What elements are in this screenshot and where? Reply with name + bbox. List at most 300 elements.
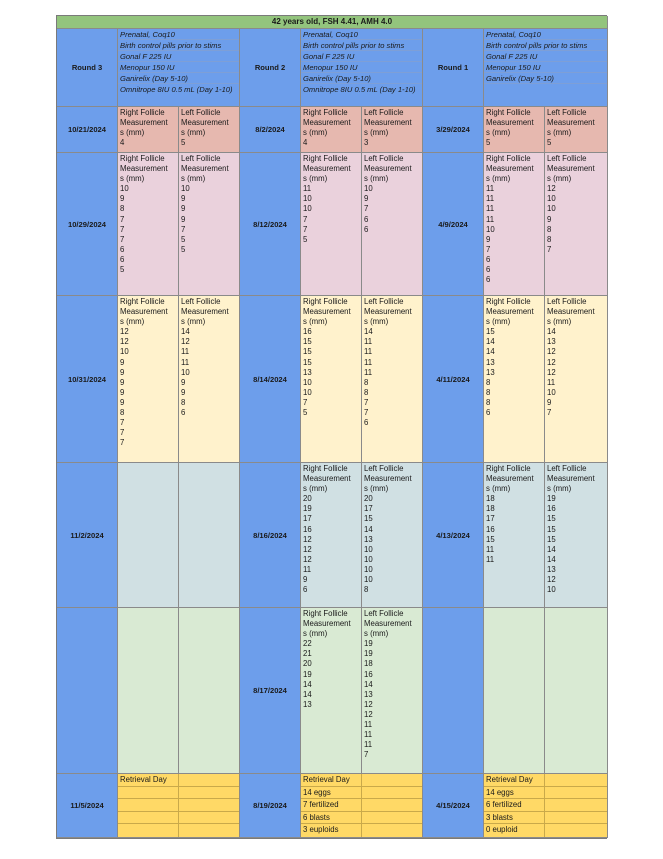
- follicle-measurement: 11: [486, 214, 495, 224]
- follicle-measurement: 8: [181, 397, 186, 407]
- medication-list: [301, 29, 423, 107]
- scan-date: [423, 608, 484, 774]
- measurement-header: Right Follicle: [303, 108, 348, 117]
- measurement-header: s (mm): [486, 128, 511, 138]
- follicle-measurement: 17: [486, 514, 495, 524]
- measurement-header: Measurement: [364, 307, 412, 317]
- measurement-header: Right Follicle: [120, 108, 165, 117]
- follicle-measurement: 10: [303, 194, 312, 204]
- medication-line: Gonal F 225 IU: [301, 51, 422, 62]
- right-follicle-cell: [484, 107, 545, 153]
- medication-line: Birth control pills prior to stims: [301, 40, 422, 51]
- medication-line: Menopur 150 IU: [484, 62, 607, 73]
- measurement-header: Measurement: [303, 474, 351, 484]
- measurement-header: Left Follicle: [181, 108, 221, 117]
- follicle-measurement: 9: [120, 194, 125, 204]
- measurement-header: Measurement: [486, 307, 534, 317]
- measurement-header: s (mm): [547, 317, 572, 327]
- follicle-measurement: 14: [547, 544, 556, 554]
- follicle-measurement: 15: [547, 534, 556, 544]
- follicle-measurement: 8: [364, 377, 369, 387]
- retrieval-line: 6 blasts: [301, 812, 422, 825]
- follicle-measurement: 8: [547, 224, 552, 234]
- left-follicle-cell: [362, 153, 423, 296]
- left-follicle-cell: [545, 153, 608, 296]
- follicle-measurement: 8: [364, 387, 369, 397]
- follicle-measurement: 5: [120, 265, 125, 275]
- medication-line: Menopur 150 IU: [118, 62, 239, 73]
- follicle-measurement: 12: [364, 709, 373, 719]
- measurement-header: Left Follicle: [547, 108, 587, 117]
- measurement-header: Right Follicle: [303, 154, 348, 163]
- follicle-measurement: 11: [364, 347, 373, 357]
- left-follicle-cell: [362, 463, 423, 608]
- follicle-measurement: 12: [547, 184, 556, 194]
- measurement-header: Right Follicle: [486, 297, 531, 306]
- follicle-measurement: 7: [547, 244, 552, 254]
- left-follicle-cell: [362, 608, 423, 774]
- follicle-measurement: 14: [181, 327, 190, 337]
- follicle-measurement: 13: [364, 534, 373, 544]
- follicle-measurement: 11: [364, 367, 373, 377]
- measurement-header: Right Follicle: [120, 154, 165, 163]
- measurement-header: Measurement: [364, 164, 412, 174]
- follicle-measurement: 17: [364, 504, 373, 514]
- measurement-header: Measurement: [303, 619, 351, 629]
- retrieval-line: 3 blasts: [484, 812, 607, 825]
- scan-date: 8/2/2024: [240, 107, 301, 153]
- follicle-measurement: 16: [547, 504, 556, 514]
- follicle-measurement: 12: [547, 347, 556, 357]
- follicle-measurement: 11: [181, 357, 190, 367]
- follicle-measurement: 9: [547, 214, 552, 224]
- measurement-header: s (mm): [303, 317, 328, 327]
- right-follicle-cell: [484, 153, 545, 296]
- follicle-measurement: 19: [303, 669, 312, 679]
- follicle-measurement: 7: [120, 418, 125, 428]
- scan-date: 10/31/2024: [57, 296, 118, 463]
- measurement-header: s (mm): [364, 317, 389, 327]
- follicle-measurement: 20: [303, 659, 312, 669]
- follicle-measurement: 11: [364, 337, 373, 347]
- follicle-measurement: 11: [303, 564, 312, 574]
- left-follicle-cell: [545, 608, 608, 774]
- table-title: 42 years old, FSH 4.41, AMH 4.0: [57, 16, 608, 29]
- follicle-measurement: 19: [364, 639, 373, 649]
- medication-list: [118, 29, 240, 107]
- measurement-header: Measurement: [181, 118, 229, 128]
- follicle-measurement: 11: [364, 357, 373, 367]
- follicle-measurement: 9: [181, 194, 186, 204]
- measurement-header: Left Follicle: [547, 154, 587, 163]
- follicle-measurement: 20: [303, 494, 312, 504]
- retrieval-date: 8/19/2024: [240, 774, 301, 838]
- follicle-measurement: 7: [120, 224, 125, 234]
- measurement-header: Right Follicle: [486, 154, 531, 163]
- follicle-measurement: 10: [364, 554, 373, 564]
- scan-date: 4/13/2024: [423, 463, 484, 608]
- follicle-measurement: 12: [303, 554, 312, 564]
- follicle-measurement: 11: [486, 204, 495, 214]
- ivf-rounds-table: [56, 15, 607, 839]
- retrieval-line: [118, 799, 239, 812]
- follicle-measurement: 5: [181, 234, 186, 244]
- follicle-measurement: 10: [303, 377, 312, 387]
- follicle-measurement: 9: [120, 387, 125, 397]
- retrieval-line: Retrieval Day: [301, 774, 422, 787]
- follicle-measurement: 10: [364, 564, 373, 574]
- measurement-header: Left Follicle: [547, 464, 587, 473]
- follicle-measurement: 12: [547, 367, 556, 377]
- right-follicle-cell: [301, 463, 362, 608]
- retrieval-line: 14 eggs: [301, 787, 422, 800]
- follicle-measurement: 8: [120, 408, 125, 418]
- follicle-measurement: 19: [364, 649, 373, 659]
- measurement-header: s (mm): [364, 128, 389, 138]
- measurement-header: s (mm): [303, 629, 328, 639]
- follicle-measurement: 19: [303, 504, 312, 514]
- follicle-measurement: 15: [547, 514, 556, 524]
- scan-date: 3/29/2024: [423, 107, 484, 153]
- follicle-measurement: 10: [364, 184, 373, 194]
- follicle-measurement: 13: [364, 689, 373, 699]
- follicle-measurement: 8: [120, 204, 125, 214]
- medication-line: Birth control pills prior to stims: [118, 40, 239, 51]
- measurement-header: Measurement: [303, 118, 351, 128]
- follicle-measurement: 13: [547, 564, 556, 574]
- follicle-measurement: 13: [486, 367, 495, 377]
- measurement-header: Measurement: [547, 474, 595, 484]
- follicle-measurement: 6: [486, 275, 491, 285]
- measurement-header: Right Follicle: [486, 464, 531, 473]
- follicle-measurement: 11: [486, 184, 495, 194]
- follicle-measurement: 16: [364, 669, 373, 679]
- right-follicle-cell: [301, 107, 362, 153]
- measurement-header: Measurement: [364, 118, 412, 128]
- follicle-measurement: 7: [364, 408, 369, 418]
- retrieval-line: Retrieval Day: [484, 774, 607, 787]
- follicle-measurement: 18: [486, 494, 495, 504]
- scan-date: 4/11/2024: [423, 296, 484, 463]
- follicle-measurement: 9: [120, 377, 125, 387]
- measurement-header: s (mm): [364, 174, 389, 184]
- follicle-measurement: 12: [303, 544, 312, 554]
- left-follicle-cell: [179, 296, 240, 463]
- measurement-header: s (mm): [364, 629, 389, 639]
- follicle-measurement: 9: [547, 397, 552, 407]
- left-follicle-cell: [545, 296, 608, 463]
- medication-line: Prenatal, Coq10: [484, 29, 607, 40]
- right-follicle-cell: [118, 296, 179, 463]
- scan-date: 8/14/2024: [240, 296, 301, 463]
- measurement-header: Measurement: [364, 619, 412, 629]
- follicle-measurement: 10: [303, 204, 312, 214]
- follicle-measurement: 3: [364, 138, 369, 148]
- measurement-header: Left Follicle: [547, 297, 587, 306]
- follicle-measurement: 6: [181, 408, 186, 418]
- left-follicle-cell: [179, 107, 240, 153]
- measurement-header: s (mm): [120, 128, 145, 138]
- follicle-measurement: 15: [303, 337, 312, 347]
- scan-date: 4/9/2024: [423, 153, 484, 296]
- medication-line: Gonal F 225 IU: [118, 51, 239, 62]
- measurement-header: Left Follicle: [364, 609, 404, 618]
- retrieval-line: [118, 812, 239, 825]
- left-follicle-cell: [179, 608, 240, 774]
- follicle-measurement: 7: [486, 244, 491, 254]
- follicle-measurement: 22: [303, 639, 312, 649]
- follicle-measurement: 14: [486, 337, 495, 347]
- follicle-measurement: 14: [547, 327, 556, 337]
- follicle-measurement: 10: [547, 585, 556, 595]
- follicle-measurement: 6: [303, 585, 308, 595]
- measurement-header: Right Follicle: [303, 297, 348, 306]
- follicle-measurement: 5: [181, 244, 186, 254]
- follicle-measurement: 17: [303, 514, 312, 524]
- follicle-measurement: 18: [486, 504, 495, 514]
- right-follicle-cell: [484, 608, 545, 774]
- measurement-header: s (mm): [486, 317, 511, 327]
- round-label: Round 1: [423, 29, 484, 107]
- follicle-measurement: 7: [120, 214, 125, 224]
- left-follicle-cell: [545, 463, 608, 608]
- retrieval-date: 11/5/2024: [57, 774, 118, 838]
- follicle-measurement: 15: [486, 534, 495, 544]
- follicle-measurement: 10: [303, 387, 312, 397]
- right-follicle-cell: [118, 153, 179, 296]
- measurement-header: s (mm): [181, 128, 206, 138]
- retrieval-line: [118, 824, 239, 837]
- retrieval-line: 3 euploids: [303, 825, 339, 835]
- medication-line: Ganirelix (Day 5-10): [301, 73, 422, 84]
- follicle-measurement: 9: [486, 234, 491, 244]
- measurement-header: Right Follicle: [303, 464, 348, 473]
- left-follicle-cell: [362, 296, 423, 463]
- follicle-measurement: 7: [120, 438, 125, 448]
- measurement-header: Measurement: [303, 307, 351, 317]
- follicle-measurement: 6: [486, 408, 491, 418]
- follicle-measurement: 14: [364, 524, 373, 534]
- follicle-measurement: 13: [547, 337, 556, 347]
- measurement-header: s (mm): [120, 174, 145, 184]
- follicle-measurement: 19: [547, 494, 556, 504]
- measurement-header: s (mm): [120, 317, 145, 327]
- follicle-measurement: 5: [303, 408, 308, 418]
- scan-date: 8/16/2024: [240, 463, 301, 608]
- medication-line: [484, 84, 607, 95]
- medication-line: Gonal F 225 IU: [484, 51, 607, 62]
- follicle-measurement: 13: [303, 367, 312, 377]
- left-follicle-cell: [179, 153, 240, 296]
- measurement-header: Measurement: [120, 307, 168, 317]
- follicle-measurement: 7: [364, 397, 369, 407]
- follicle-measurement: 7: [547, 408, 552, 418]
- medication-line: Ganirelix (Day 5-10): [484, 73, 607, 84]
- follicle-measurement: 7: [303, 397, 308, 407]
- right-follicle-cell: [301, 608, 362, 774]
- follicle-measurement: 9: [120, 397, 125, 407]
- measurement-header: s (mm): [303, 128, 328, 138]
- retrieval-line: 0 euploid: [486, 825, 518, 835]
- scan-date: 11/2/2024: [57, 463, 118, 608]
- measurement-header: Left Follicle: [364, 464, 404, 473]
- follicle-measurement: 16: [303, 327, 312, 337]
- medication-line: Omnitrope 8IU 0.5 mL (Day 1-10): [120, 85, 233, 95]
- follicle-measurement: 10: [364, 544, 373, 554]
- follicle-measurement: 7: [120, 234, 125, 244]
- follicle-measurement: 13: [486, 357, 495, 367]
- follicle-measurement: 8: [486, 377, 491, 387]
- follicle-measurement: 9: [181, 204, 186, 214]
- measurement-header: Measurement: [364, 474, 412, 484]
- follicle-measurement: 10: [547, 204, 556, 214]
- follicle-measurement: 4: [120, 138, 125, 148]
- follicle-measurement: 10: [547, 387, 556, 397]
- measurement-header: Right Follicle: [303, 609, 348, 618]
- follicle-measurement: 10: [120, 184, 129, 194]
- follicle-measurement: 14: [303, 679, 312, 689]
- retrieval-line: 14 eggs: [484, 787, 607, 800]
- follicle-measurement: 10: [181, 367, 190, 377]
- follicle-measurement: 11: [486, 544, 495, 554]
- measurement-header: Right Follicle: [486, 108, 531, 117]
- measurement-header: Measurement: [303, 164, 351, 174]
- measurement-header: Measurement: [120, 118, 168, 128]
- measurement-header: Measurement: [486, 474, 534, 484]
- medication-list: [484, 29, 608, 107]
- follicle-measurement: 11: [547, 377, 556, 387]
- scan-date: 8/12/2024: [240, 153, 301, 296]
- retrieval-line: Retrieval Day: [118, 774, 239, 787]
- follicle-measurement: 10: [364, 575, 373, 585]
- follicle-measurement: 9: [181, 377, 186, 387]
- follicle-measurement: 7: [120, 428, 125, 438]
- medication-line: Prenatal, Coq10: [301, 29, 422, 40]
- follicle-measurement: 7: [364, 204, 369, 214]
- follicle-measurement: 20: [364, 494, 373, 504]
- measurement-header: s (mm): [364, 484, 389, 494]
- measurement-header: Right Follicle: [120, 297, 165, 306]
- follicle-measurement: 15: [486, 327, 495, 337]
- measurement-header: Measurement: [547, 307, 595, 317]
- right-follicle-cell: [118, 107, 179, 153]
- follicle-measurement: 6: [364, 418, 369, 428]
- follicle-measurement: 9: [364, 194, 369, 204]
- follicle-measurement: 11: [486, 554, 495, 564]
- retrieval-line: 7 fertilized: [301, 799, 422, 812]
- measurement-header: s (mm): [303, 484, 328, 494]
- measurement-header: Measurement: [486, 118, 534, 128]
- measurement-header: s (mm): [486, 174, 511, 184]
- measurement-header: s (mm): [303, 174, 328, 184]
- medication-line: Prenatal, Coq10: [118, 29, 239, 40]
- measurement-header: Measurement: [120, 164, 168, 174]
- retrieval-results: [301, 774, 423, 838]
- measurement-header: s (mm): [486, 484, 511, 494]
- measurement-header: Measurement: [181, 307, 229, 317]
- follicle-measurement: 9: [181, 387, 186, 397]
- scan-date: [57, 608, 118, 774]
- follicle-measurement: 9: [303, 575, 308, 585]
- left-follicle-cell: [545, 107, 608, 153]
- follicle-measurement: 6: [120, 244, 125, 254]
- medication-line: Ganirelix (Day 5-10): [118, 73, 239, 84]
- follicle-measurement: 13: [303, 699, 312, 709]
- follicle-measurement: 15: [547, 524, 556, 534]
- measurement-header: s (mm): [547, 128, 572, 138]
- follicle-measurement: 8: [547, 234, 552, 244]
- follicle-measurement: 7: [303, 214, 308, 224]
- follicle-measurement: 11: [364, 720, 373, 730]
- measurement-header: Left Follicle: [364, 108, 404, 117]
- measurement-header: Measurement: [486, 164, 534, 174]
- follicle-measurement: 8: [486, 397, 491, 407]
- scan-date: 10/21/2024: [57, 107, 118, 153]
- follicle-measurement: 7: [303, 224, 308, 234]
- follicle-measurement: 5: [303, 234, 308, 244]
- follicle-measurement: 9: [120, 367, 125, 377]
- follicle-measurement: 15: [303, 357, 312, 367]
- measurement-header: Left Follicle: [181, 154, 221, 163]
- retrieval-date: 4/15/2024: [423, 774, 484, 838]
- follicle-measurement: 10: [486, 224, 495, 234]
- follicle-measurement: 9: [181, 214, 186, 224]
- follicle-measurement: 4: [303, 138, 308, 148]
- follicle-measurement: 8: [364, 585, 369, 595]
- follicle-measurement: 11: [364, 730, 373, 740]
- right-follicle-cell: [484, 296, 545, 463]
- retrieval-line: [118, 787, 239, 800]
- follicle-measurement: 12: [120, 327, 129, 337]
- right-follicle-cell: [301, 296, 362, 463]
- follicle-measurement: 14: [303, 689, 312, 699]
- measurement-header: s (mm): [181, 317, 206, 327]
- follicle-measurement: 14: [364, 679, 373, 689]
- follicle-measurement: 6: [364, 224, 369, 234]
- follicle-measurement: 10: [120, 347, 129, 357]
- follicle-measurement: 9: [120, 357, 125, 367]
- scan-date: 8/17/2024: [240, 608, 301, 774]
- retrieval-results: [484, 774, 608, 838]
- right-follicle-cell: [118, 608, 179, 774]
- medication-line: Birth control pills prior to stims: [484, 40, 607, 51]
- follicle-measurement: 14: [364, 327, 373, 337]
- follicle-measurement: 18: [364, 659, 373, 669]
- follicle-measurement: 10: [547, 194, 556, 204]
- follicle-measurement: 7: [364, 750, 369, 760]
- follicle-measurement: 12: [181, 337, 190, 347]
- follicle-measurement: 11: [364, 740, 373, 750]
- follicle-measurement: 14: [486, 347, 495, 357]
- follicle-measurement: 12: [547, 575, 556, 585]
- follicle-measurement: 5: [486, 138, 491, 148]
- measurement-header: Left Follicle: [181, 297, 221, 306]
- follicle-measurement: 11: [303, 184, 312, 194]
- follicle-measurement: 7: [181, 224, 186, 234]
- retrieval-line: 6 fertilized: [484, 799, 607, 812]
- measurement-header: s (mm): [547, 174, 572, 184]
- follicle-measurement: 6: [120, 254, 125, 264]
- right-follicle-cell: [118, 463, 179, 608]
- follicle-measurement: 12: [120, 337, 129, 347]
- follicle-measurement: 6: [364, 214, 369, 224]
- follicle-measurement: 5: [547, 138, 552, 148]
- measurement-header: Left Follicle: [364, 154, 404, 163]
- follicle-measurement: 6: [486, 265, 491, 275]
- follicle-measurement: 12: [547, 357, 556, 367]
- follicle-measurement: 12: [303, 534, 312, 544]
- follicle-measurement: 21: [303, 649, 312, 659]
